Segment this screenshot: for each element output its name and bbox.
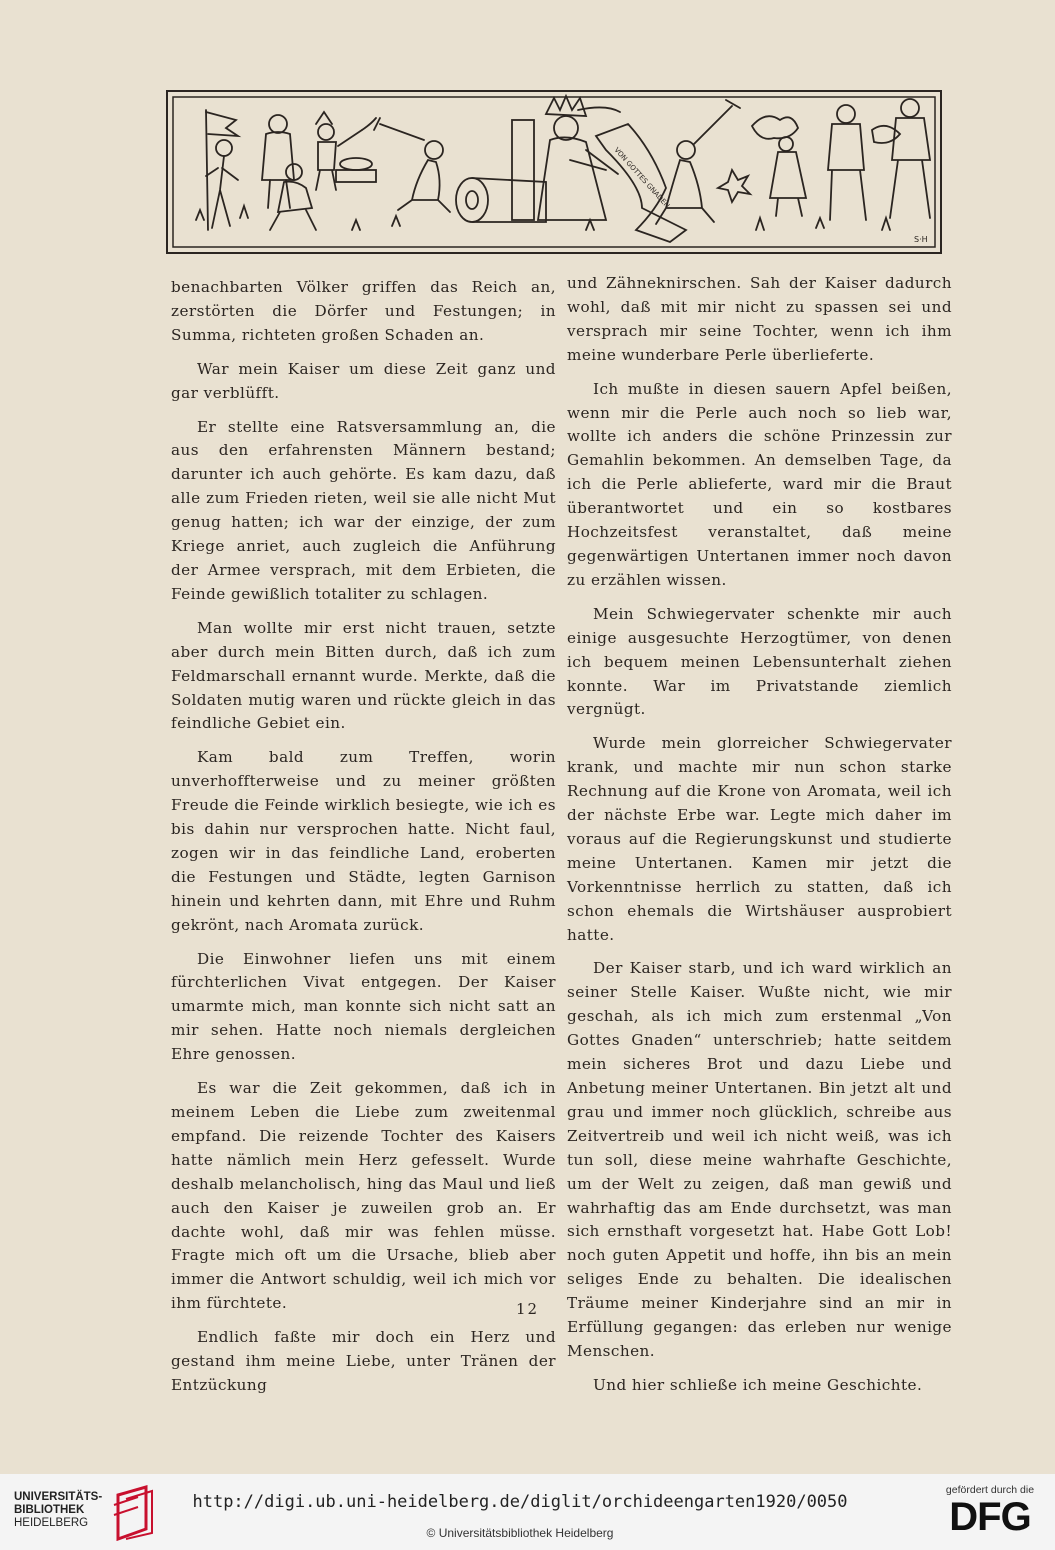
paragraph: Kam bald zum Treffen, worin unverhoffterweise und zu meiner größten Freude die Feinde wirklich besiegte, wie ich es bis dahin nur versprochen hatte. Nicht faul, zogen wir in das feindliche Land, eroberten die Festungen und Städte, legten Garnison hinein und kehrten dann, mit Ehre und Ruhm gekrönt, nach Aromata zurück.: [171, 748, 556, 934]
banner-text: VON GOTTES GNADEN: [612, 145, 672, 210]
paragraph: benachbarten Völker griffen das Reich an, zerstörten die Dörfer und Festungen; in Summa, richteten großen Schaden an.: [171, 278, 556, 344]
paragraph: und Zähneknirschen. Sah der Kaiser dadurch wohl, daß mit mir nicht zu spassen sei und versprach mir seine Tochter, wenn ich ihm meine wunderbare Perle überlieferte.: [567, 274, 952, 364]
figure-body: [206, 156, 238, 228]
woodcut-illustration: [166, 90, 942, 254]
paragraph: Er stellte eine Ratsversammlung an, die aus den erfahrensten Männern bestand; darunter ich auch gehörte. Es kam dazu, daß alle zum Frieden rieten, weil sie alle nicht Mut genug hatten; ich war der einzige, der zum Kriege anriet, auch zugleich die Anführung der Armee versprach, mit dem Erbieten, die Feinde gewißlich totaliter zu schlagen.: [171, 417, 556, 603]
illustration-signature: S·H: [914, 235, 928, 244]
right-text-column: [567, 272, 952, 1408]
funder-caption: gefördert durch die: [945, 1484, 1035, 1496]
paragraph: Es war die Zeit gekommen, daß ich in meinem Leben die Liebe zum zweitenmal empfand. Die reizende Tochter des Kaisers hatte nämlich mein Herz gefesselt. Wurde deshalb melancholisch, hing das Maul und ließ auch den Kaiser je zuweilen grob an. Er dachte wohl, daß mir was fehlen müsse. Fragte mich oft um die Ursache, blieb aber immer die Antwort schuldig, weil ich mich vor ihm fürchtete.: [171, 1079, 556, 1313]
institution-line: BIBLIOTHEK: [14, 1504, 85, 1516]
paragraph: Endlich faßte mir doch ein Herz und gestand ihm meine Liebe, unter Tränen der Entzückung: [171, 1328, 556, 1394]
dfg-logo: DFG: [949, 1495, 1031, 1539]
carpet-roll: [456, 178, 488, 222]
paragraph: War mein Kaiser um diese Zeit ganz und gar verblüfft.: [171, 359, 556, 402]
copyright-notice: © Universitätsbibliothek Heidelberg: [426, 1526, 614, 1540]
flower-bouquet-icon: [752, 116, 798, 139]
flag-icon: [206, 112, 238, 136]
institution-line: HEIDELBERG: [14, 1517, 89, 1529]
paragraph: Der Kaiser starb, und ich ward wirklich an seiner Stelle Kaiser. Wußte nicht, wie mir geschah, als ich mich zum erstenmal „Von Gottes Gnaden“ unterschrieb; hatte seitdem mein sicheres Brot und dazu Liebe und Anbetung meiner Untertanen. Bin jetzt alt und grau und immer noch glücklich, schreibe aus Zeitvertreib und weil ich nicht weiß, was ich tun soll, diese meine wahrhafte Geschichte, um der Welt zu zeigen, daß man gewiß und wahrhaftig das am Ende durchsetzt, was man sich ernsthaft vorgesetzt hat. Habe Gott Lob! noch guten Appetit und hoffe, ihn bis an mein seliges Ende zu behalten. Die idealischen Träume meiner Kinderjahre sind an mir in Erfüllung gegangen: das erleben nur wenige Menschen.: [567, 959, 952, 1360]
paragraph: Die Einwohner liefen uns mit einem fürchterlichen Vivat entgegen. Der Kaiser umarmte mich, man konnte sich nicht satt an mir sehen. Hatte noch niemals dergleichen Ehre genossen.: [171, 949, 556, 1064]
paragraph: Ich mußte in diesen sauern Apfel beißen, wenn mir die Perle auch noch so lieb war, wollte ich anders die schöne Prinzessin zur Gemahlin bekommen. An demselben Tage, da ich die Perle ablieferte, ward mir die Braut überantwortet und ein so kostbares Hochzeitsfest veranstaltet, daß meine gegenwärtigen Untertanen immer noch davon zu erzählen wissen.: [567, 379, 952, 589]
star-icon: [718, 170, 750, 202]
institution-line: UNIVERSITÄTS-: [14, 1491, 103, 1503]
paragraph: Wurde mein glorreicher Schwiegervater krank, und machte mir nun schon starke Rechnung auf die Krone von Aromata, weil ich der nächste Erbe war. Legte mich daher im voraus auf die Regierungskunst und studierte meine Untertanen. Kamen mir jetzt die Vorkenntnisse herrlich zu statten, daß ich schon ehemals die Wirtshäuser ausprobiert hatte.: [567, 734, 952, 944]
throne: [512, 120, 534, 220]
university-library-name: [14, 1491, 114, 1530]
page-number: 12: [515, 1300, 540, 1318]
paragraph: Mein Schwiegervater schenkte mir auch einige ausgesuchte Herzogtümer, von denen ich bequem meinen Lebensunterhalt ziehen konnte. War im Privatstande ziemlich vergnügt.: [567, 604, 952, 719]
left-text-column: [171, 276, 556, 1408]
funder-block[interactable]: [940, 1484, 1040, 1538]
permalink-url[interactable]: http://digi.ub.uni-heidelberg.de/diglit/orchideengarten1920/0050: [192, 1492, 848, 1512]
paragraph: Man wollte mir erst nicht trauen, setzte aber durch mein Bitten durch, daß ich zum Feldmarschall ernannt wurde. Merkte, daß die Soldaten mutig waren und rückte gleich in das feindliche Gebiet ein.: [171, 618, 556, 733]
emperor-icon: [546, 96, 586, 116]
footer-bar: [0, 1474, 1055, 1550]
university-library-logo[interactable]: [14, 1485, 166, 1541]
figure-head: [216, 140, 232, 156]
illustration-inner-frame: [173, 97, 935, 247]
library-emblem-icon: [110, 1485, 160, 1541]
flag-pole: [206, 110, 208, 230]
paragraph: Und hier schließe ich meine Geschichte.: [593, 1375, 923, 1394]
